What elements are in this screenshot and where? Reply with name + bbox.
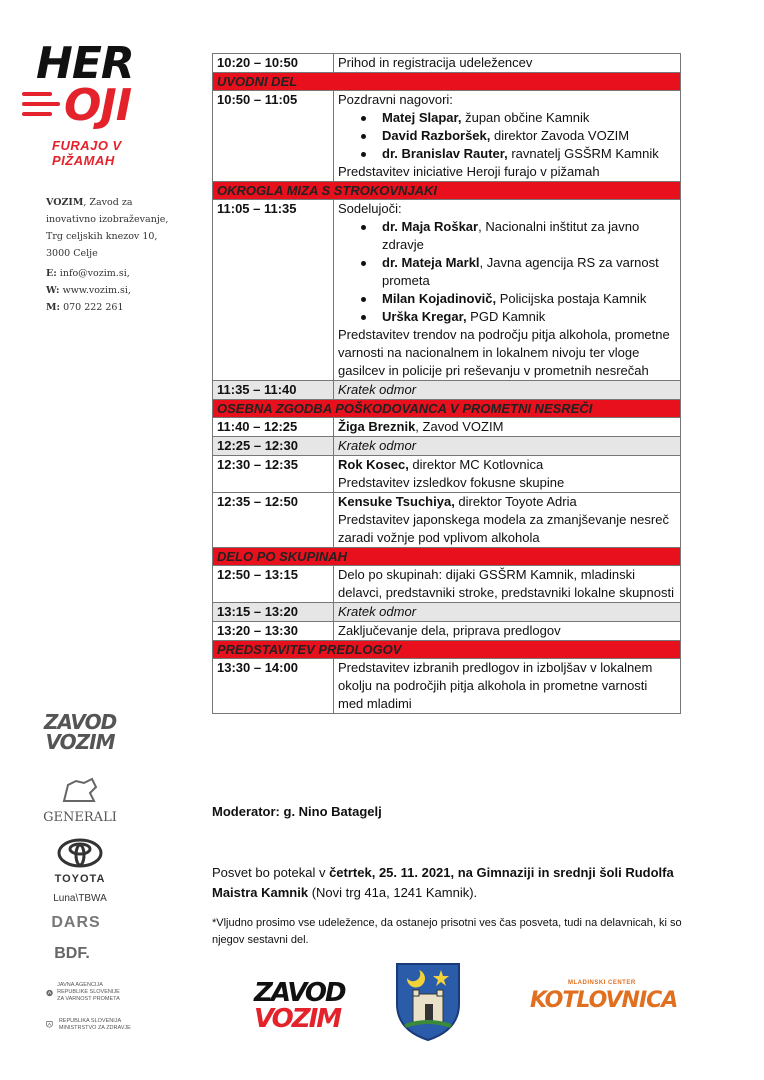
section-title: DELO PO SKUPINAH (213, 548, 681, 566)
speaker-line (338, 493, 676, 511)
desc-outro: Predstavitev trendov na področju pitja alkohola, prometne varnosti na nacionalnem in lokalnem nivoju ter vloge gasilcev in policije pri reševanju v prometnih nesrečah (338, 327, 670, 378)
zavod-bottom-line2: VOZIM (254, 1004, 341, 1034)
speaker-name: Matej Slapar, (382, 110, 462, 125)
desc-cell: Predstavitev izbranih predlogov in izboljšav v lokalnem okolju na področjih pitja alkohola in prometne varnosti med mladimi (334, 659, 681, 714)
org-desc: , Zavod za inovativno izobraževanje, (46, 197, 169, 225)
table-row (213, 659, 681, 714)
toyota-emblem-icon (57, 838, 103, 868)
list-item (382, 254, 676, 290)
ministry-text: REPUBLIKA SLOVENIJA MINISTRSTVO ZA ZDRAVJE (58, 1018, 131, 1031)
contact-value[interactable]: www.vozim.si, (62, 285, 131, 296)
generali-logo (40, 775, 120, 825)
break-row (213, 437, 681, 456)
time-cell: 13:30 – 14:00 (213, 659, 334, 714)
table-row (213, 622, 681, 641)
desc-cell (334, 418, 681, 437)
desc-outro: Predstavitev iniciative Heroji furajo v pižamah (338, 164, 600, 179)
speaker-role: , Javna agencija RS za varnost prometa (382, 255, 659, 288)
desc-cell: Kratek odmor (334, 437, 681, 456)
speaker-role: direktor Toyote Adria (454, 494, 577, 509)
logo-tagline: FURAJO V PIŽAMAH (52, 138, 122, 168)
kotlovnica-subtitle: MLADINSKI CENTER (568, 980, 636, 986)
section-title: OSEBNA ZGODBA POŠKODOVANCA V PROMETNI NESREČI (213, 400, 681, 418)
section-row (213, 641, 681, 659)
zavod-vozim-logo (40, 712, 120, 752)
speaker-name: David Razboršek, (382, 128, 491, 143)
org-street: Trg celjskih knezov 10, (46, 231, 158, 242)
section-title: UVODNI DEL (213, 73, 681, 91)
time-cell: 12:30 – 12:35 (213, 456, 334, 493)
logo-oji (64, 80, 132, 131)
time-cell: 11:35 – 11:40 (213, 381, 334, 400)
section-row (213, 182, 681, 200)
speaker-list (338, 109, 676, 163)
zavod-logo-line2: VOZIM (45, 730, 115, 754)
speaker-name: dr. Maja Roškar (382, 219, 479, 234)
kotlovnica-logo (528, 980, 678, 1014)
contact-email (46, 265, 131, 282)
kamnik-coat-of-arms (393, 960, 463, 1047)
venue-address: (Novi trg 41a, 1241 Kamnik). (308, 885, 478, 900)
logo-oji-text: OJI (64, 80, 132, 131)
desc-cell (334, 456, 681, 493)
speaker-name: Urška Kregar, (382, 309, 467, 324)
time-cell: 13:15 – 13:20 (213, 603, 334, 622)
speaker-role: , Nacionalni inštitut za javno zdravje (382, 219, 640, 252)
desc-intro: Sodelujoči: (338, 201, 402, 216)
speaker-role: župan občine Kamnik (461, 110, 590, 125)
section-title: PREDSTAVITEV PREDLOGOV (213, 641, 681, 659)
speaker-role: , Zavod VOZIM (415, 419, 504, 434)
table-row (213, 456, 681, 493)
section-row (213, 548, 681, 566)
avp-text: JAVNA AGENCIJA REPUBLIKE SLOVENIJE ZA VARNOST PROMETA (57, 982, 120, 1002)
desc-cell: Delo po skupinah: dijaki GSŠRM Kamnik, mladinski delavci, predstavniki stroke, predstavniki lokalne skupnosti (334, 566, 681, 603)
lion-icon (58, 775, 102, 805)
list-item (382, 145, 676, 163)
speaker-name: Žiga Breznik (338, 419, 416, 434)
table-row (213, 566, 681, 603)
org-city: 3000 Celje (46, 248, 98, 259)
time-cell: 12:25 – 12:30 (213, 437, 334, 456)
contact-label: E: (46, 268, 57, 279)
schedule-table (212, 53, 681, 714)
venue-pre: Posvet bo potekal v (212, 865, 330, 880)
org-contacts (46, 265, 131, 316)
speed-line (22, 112, 52, 116)
list-item (382, 109, 676, 127)
time-cell: 10:50 – 11:05 (213, 91, 334, 182)
toyota-logo (40, 838, 120, 885)
speed-line (22, 102, 60, 106)
desc-cell (334, 493, 681, 548)
luna-tbwa-logo: Luna\TBWA (53, 893, 107, 904)
heroji-logo (22, 38, 172, 172)
venue-date-place: četrtek, 25. 11. 2021, na Gimnaziji in srednji šoli Rudolfa Maistra Kamnik (212, 865, 674, 900)
desc-cell: Kratek odmor (334, 603, 681, 622)
table-row (213, 91, 681, 182)
speaker-name: Milan Kojadinovič, (382, 291, 497, 306)
table-row (213, 200, 681, 381)
table-row (213, 54, 681, 73)
coat-of-arms-icon (393, 960, 463, 1042)
section-title: OKROGLA MIZA S STROKOVNJAKI (213, 182, 681, 200)
dars-logo: DARS (51, 914, 101, 931)
speaker-name: Kensuke Tsuchiya, (338, 494, 455, 509)
generali-text: GENERALI (43, 810, 117, 825)
speaker-list (338, 218, 676, 326)
speaker-role: direktor MC Kotlovnica (408, 457, 544, 472)
org-name: VOZIM (46, 197, 84, 208)
contact-value[interactable]: info@vozim.si, (59, 268, 130, 279)
section-row (213, 73, 681, 91)
zavod-logo-line1: ZAVOD (43, 710, 117, 734)
break-row (213, 381, 681, 400)
contact-label: M: (46, 302, 61, 313)
desc-cell: Zaključevanje dela, priprava predlogov (334, 622, 681, 641)
time-cell: 12:35 – 12:50 (213, 493, 334, 548)
contact-mobile (46, 299, 131, 316)
avp-logo (46, 982, 126, 1003)
contact-value: 070 222 261 (63, 302, 124, 313)
time-cell: 11:05 – 11:35 (213, 200, 334, 381)
speaker-line (338, 456, 676, 474)
talk-topic: Predstavitev japonskega modela za zmanjševanje nesreč zaradi vožnje pod vplivom alkohola (338, 512, 669, 545)
section-row (213, 400, 681, 418)
speaker-role: direktor Zavoda VOZIM (490, 128, 630, 143)
zavod-bottom-line2-wrap (254, 1006, 345, 1032)
attendance-note: *Vljudno prosimo vse udeležence, da ostanejo prisotni ves čas posveta, tudi na delavnicah, ki so njegov sestavni del. (212, 917, 682, 946)
avp-emblem-icon (46, 984, 53, 1002)
time-cell: 12:50 – 13:15 (213, 566, 334, 603)
list-item (382, 308, 676, 326)
talk-topic: Predstavitev izsledkov fokusne skupine (338, 475, 565, 490)
slovenia-coat-icon (46, 1018, 53, 1032)
table-row (213, 418, 681, 437)
speaker-role: ravnatelj GSŠRM Kamnik (507, 146, 659, 161)
contact-label: W: (46, 285, 60, 296)
toyota-text: TOYOTA (54, 873, 106, 885)
speaker-name: dr. Branislav Rauter, (382, 146, 508, 161)
speaker-role: PGD Kamnik (466, 309, 546, 324)
contact-web (46, 282, 131, 299)
zavod-vozim-bottom-logo (254, 980, 345, 1032)
speaker-name: Rok Kosec, (338, 457, 409, 472)
table-row (213, 493, 681, 548)
org-address (46, 194, 176, 262)
speaker-name: dr. Mateja Markl (382, 255, 480, 270)
speaker-role: Policijska postaja Kamnik (496, 291, 647, 306)
kotlovnica-text: KOTLOVNICA (530, 987, 678, 1013)
kotlovnica-wordmark (528, 986, 678, 1014)
speed-line (22, 92, 52, 96)
desc-cell (334, 91, 681, 182)
break-row (213, 603, 681, 622)
moderator: Moderator: g. Nino Batagelj (212, 804, 382, 819)
desc-intro: Pozdravni nagovori: (338, 92, 453, 107)
time-cell: 11:40 – 12:25 (213, 418, 334, 437)
desc-cell: Prihod in registracija udeležencev (334, 54, 681, 73)
logo-her: HER (36, 38, 134, 89)
time-cell: 13:20 – 13:30 (213, 622, 334, 641)
zavod-bottom-line1: ZAVOD (254, 978, 345, 1008)
venue-info (212, 863, 702, 903)
bdf-logo: BDF. (54, 945, 90, 962)
list-item (382, 290, 676, 308)
time-cell: 10:20 – 10:50 (213, 54, 334, 73)
desc-cell (334, 200, 681, 381)
list-item (382, 127, 676, 145)
desc-cell: Kratek odmor (334, 381, 681, 400)
ministry-logo (46, 1018, 136, 1032)
list-item (382, 218, 676, 254)
